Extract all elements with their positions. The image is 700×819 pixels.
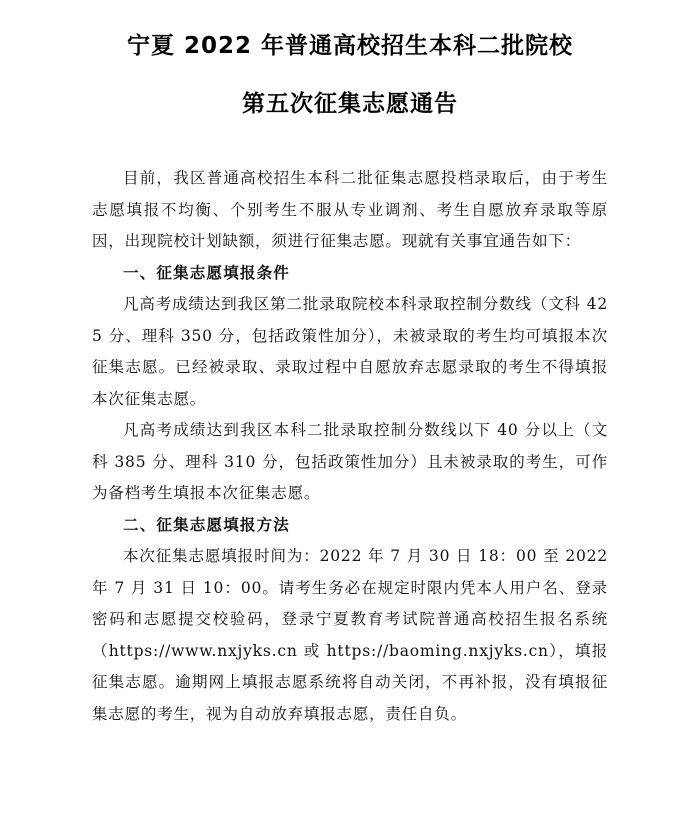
section1-paragraph1: 凡高考成绩达到我区第二批录取院校本科录取控制分数线（文科 425 分、理科 350 分，包括政策性加分），未被录取的考生均可填报本次征集志愿。已经被录取、录取过程中自愿放弃志愿录取的考生不得填报本次征集志愿。 xyxy=(92,295,608,408)
section2-paragraph1: 本次征集志愿填报时间为：2022 年 7 月 30 日 18：00 至 2022 年 7 月 31 日 10：00。请考生务必在规定时限内凭本人用户名、登录密码和志愿提交校验码，登录宁夏教育考试院普通高校招生报名系统（https://www.nxjyks.cn 或 https://baoming.nxjyks.cn），填报征集志愿。逾期网上填报志愿系统将自动关闭，不再补报，没有填报征集志愿的考生，视为自动放弃填报志愿，责任自负。 xyxy=(92,547,608,723)
intro-paragraph: 目前，我区普通高校招生本科二批征集志愿投档录取后，由于考生志愿填报不均衡、个别考生不服从专业调剂、考生自愿放弃录取等原因，出现院校计划缺额，须进行征集志愿。现就有关事宜通告如下： xyxy=(92,169,608,250)
section1-paragraph2: 凡高考成绩达到我区本科二批录取控制分数线以下 40 分以上（文科 385 分、理科 310 分，包括政策性加分）且未被录取的考生，可作为备档考生填报本次征集志愿。 xyxy=(92,421,608,502)
document-title-line1: 宁夏 2022 年普通高校招生本科二批院校 xyxy=(126,33,574,59)
document-title-line2: 第五次征集志愿通告 xyxy=(242,91,458,117)
section1-heading: 一、征集志愿填报条件 xyxy=(123,263,291,282)
section2-heading: 二、征集志愿填报方法 xyxy=(123,515,291,534)
document-body xyxy=(92,163,608,730)
